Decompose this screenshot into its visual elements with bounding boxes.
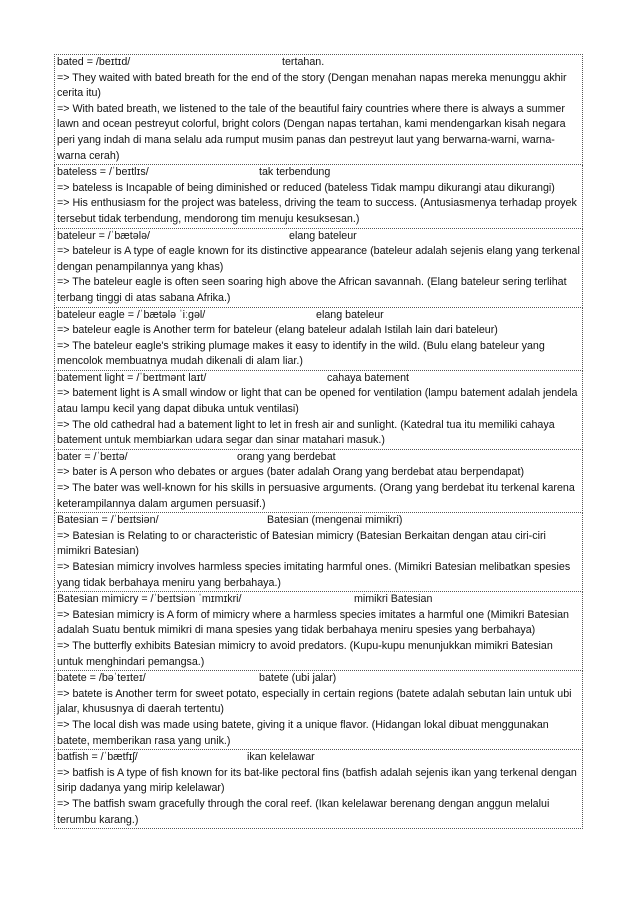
definition-line: => bateleur is A type of eagle known for its distinctive appearance (bateleur adalah sejenis elang yang terkenal dengan penampilannya yang khas) <box>57 245 580 273</box>
example-line: => The old cathedral had a batement light to let in fresh air and sunlight. (Katedral tua itu memiliki cahaya batement untuk membiarkan udara segar dan sinar matahari masuk.) <box>57 418 555 447</box>
definition-line: => bateleur eagle is Another term for bateleur (elang bateleur adalah Istilah lain dari bateleur) <box>57 324 498 337</box>
definition-line: => batfish is A type of fish known for its bat-like pectoral fins (batfish adalah sejenis ikan yang terkenal dengan sirip dadanya yang mirip kelelawar) <box>57 766 577 795</box>
definition-line: => Batesian is Relating to or characteristic of Batesian mimicry (Batesian Berkaitan dengan atau ciri-ciri mimikri Batesian) <box>57 529 546 558</box>
translation: tak terbendung <box>259 166 331 179</box>
translation: mimikri Batesian <box>354 593 433 606</box>
dictionary-entry <box>54 513 583 592</box>
entry-heading <box>57 55 580 71</box>
dictionary-entry <box>54 592 583 671</box>
definition-line: => Batesian mimicry is A form of mimicry where a harmless species imitates a harmful one (Mimikri Batesian adalah Suatu bentuk mimikri di mana spesies yang tidak berbahaya meniru spesies yang berbahaya) <box>57 608 569 637</box>
definition-line: => bateless is Incapable of being diminished or reduced (bateless Tidak mampu dikurangi atau dikurangi) <box>57 181 555 194</box>
entry-heading <box>57 750 580 766</box>
example-line: => The bateleur eagle is often seen soaring high above the African savannah. (Elang bateleur sering terlihat terbang tinggi di atas sabana Afrika.) <box>57 276 567 304</box>
headword-pronunciation: bateleur = /ˈbætələ/ <box>57 229 150 242</box>
entry-heading <box>57 513 580 529</box>
dictionary-entry <box>54 165 583 228</box>
definition-line: => bater is A person who debates or argues (bater adalah Orang yang berdebat atau berpendapat) <box>57 466 525 479</box>
example-line: => The local dish was made using batete, giving it a unique flavor. (Hidangan lokal dibuat menggunakan batete, memberikan rasa yang unik.) <box>57 718 549 747</box>
dictionary-entry <box>54 371 583 450</box>
dictionary-page <box>54 54 583 829</box>
definition-line: => batement light is A small window or light that can be opened for ventilation (lampu batement adalah jendela atau lampu kecil yang dapat dibuka untuk ventilasi) <box>57 387 578 416</box>
example-line: => Batesian mimicry involves harmless species imitating harmful ones. (Mimikri Batesian melibatkan spesies yang tidak berbahaya meniru yang berbahaya.) <box>57 561 571 589</box>
translation: batete (ubi jalar) <box>259 672 337 685</box>
translation: ikan kelelawar <box>247 751 315 764</box>
dictionary-entry <box>54 229 583 308</box>
definition-line: => They waited with bated breath for the end of the story (Dengan menahan napas mereka menunggu akhir cerita itu) <box>57 71 567 100</box>
dictionary-entry <box>54 750 583 829</box>
entry-heading <box>57 308 580 324</box>
dictionary-entry <box>54 54 583 165</box>
dictionary-entry <box>54 671 583 750</box>
headword-pronunciation: bated = /beɪtɪd/ <box>57 56 131 68</box>
example-line: => His enthusiasm for the project was bateless, driving the team to success. (Antusiasmenya terhadap proyek tersebut tidak terbendung, mendorong tim menuju kesuksesan.) <box>57 197 577 225</box>
headword-pronunciation: Batesian mimicry = /ˈbeɪtsiən ˈmɪmɪkri/ <box>57 593 242 606</box>
entry-heading <box>57 165 580 181</box>
headword-pronunciation: bateleur eagle = /ˈbætələ ˈiːɡəl/ <box>57 308 206 321</box>
definition-line: => batete is Another term for sweet potato, especially in certain regions (batete adalah sebutan lain untuk ubi jalar, khususnya di daerah tertentu) <box>57 687 572 716</box>
translation: tertahan. <box>282 56 325 68</box>
example-line: => The batfish swam gracefully through the coral reef. (Ikan kelelawar berenang dengan anggun melalui terumbu karang.) <box>57 797 550 826</box>
entry-heading <box>57 229 580 245</box>
entry-heading <box>57 592 580 608</box>
translation: elang bateleur <box>316 308 384 321</box>
translation: orang yang berdebat <box>237 450 336 463</box>
example-line: => The butterfly exhibits Batesian mimicry to avoid predators. (Kupu-kupu menunjukkan mimikri Batesian untuk menghindari pemangsa.) <box>57 639 553 668</box>
headword-pronunciation: bater = /ˈbeɪtə/ <box>57 450 128 463</box>
headword-pronunciation: batete = /bəˈteɪteɪ/ <box>57 672 146 685</box>
translation: Batesian (mengenai mimikri) <box>267 514 403 527</box>
entry-heading <box>57 671 580 687</box>
entry-heading <box>57 371 580 387</box>
translation: elang bateleur <box>289 229 357 242</box>
translation: cahaya batement <box>327 371 409 384</box>
headword-pronunciation: batement light = /ˈbeɪtmənt laɪt/ <box>57 371 207 384</box>
dictionary-entry <box>54 450 583 513</box>
headword-pronunciation: bateless = /ˈbeɪtlɪs/ <box>57 166 149 179</box>
example-line: => The bater was well-known for his skills in persuasive arguments. (Orang yang berdebat itu terkenal karena keterampilannya dalam argumen persuasif.) <box>57 482 575 510</box>
headword-pronunciation: batfish = /ˈbætfɪʃ/ <box>57 751 138 764</box>
example-line: => The bateleur eagle's striking plumage makes it easy to identify in the wild. (Bulu elang bateleur yang mencolok membuatnya mudah dikenali di alam liar.) <box>57 339 545 368</box>
example-line: => With bated breath, we listened to the tale of the beautiful fairy countries where there is always a summer lawn and ocean pestreyut colorful, bright colors (Dengan napas tertahan, kami mendengarkan kisah negara peri yang indah di mana selalu ada rumput musim panas dan pestreyut laut yang berwarna-warni, warna-warna cerah) <box>57 102 566 162</box>
headword-pronunciation: Batesian = /ˈbeɪtsiən/ <box>57 514 159 527</box>
dictionary-entry <box>54 308 583 371</box>
entry-heading <box>57 450 580 466</box>
